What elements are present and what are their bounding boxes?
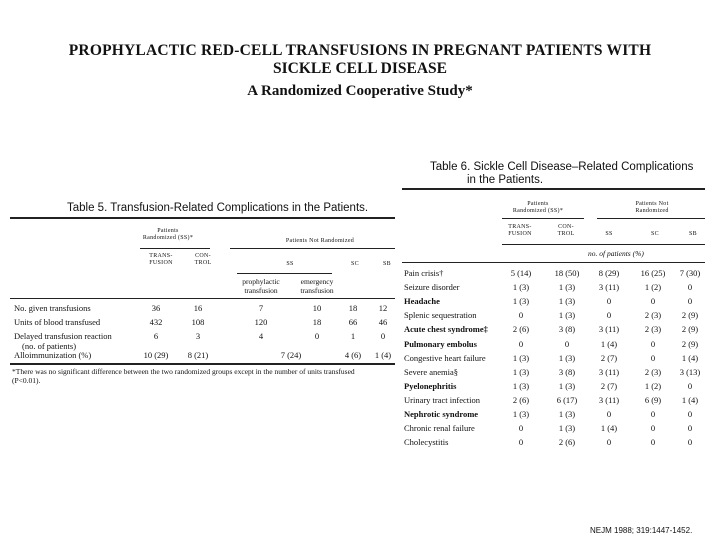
table6-cell: 18 (50)	[554, 268, 580, 278]
table6-row-label: Pulmonary embolus	[404, 338, 477, 349]
table5-allo-sb: 1 (4)	[374, 350, 392, 360]
table5-col-control-line1: CON-	[195, 253, 211, 259]
table6-row-label: Severe anemia§	[404, 366, 459, 377]
table5-col-sc: SC	[351, 261, 359, 267]
table6-cell: 1 (3)	[512, 296, 530, 307]
table5-randomized-rule	[140, 248, 210, 249]
table6-title	[430, 161, 693, 187]
table6-cell: 2 (6)	[512, 394, 530, 405]
table6-cell: 1 (3)	[512, 352, 530, 363]
table5-col-ss: SS	[286, 261, 294, 267]
table6-cell: 0	[687, 437, 693, 448]
table6-cell: 0	[606, 310, 612, 321]
table6-cell: 2 (7)	[600, 380, 618, 391]
table5-not-randomized-rule	[230, 248, 395, 249]
table6-cell: 2 (3)	[644, 324, 662, 335]
table6-cell: 3 (13)	[679, 366, 701, 377]
table5-sub-prophylactic	[236, 277, 286, 295]
table5-cell-trans: 432	[149, 317, 163, 327]
table5-sub-emergency	[292, 277, 342, 295]
table6-cell: 1 (3)	[512, 409, 530, 419]
table6-col-ss: SS	[605, 231, 613, 237]
table5-group-randomized-line2: Randomized (SS)*	[142, 235, 194, 241]
table6-cell: 1 (2)	[644, 282, 662, 293]
table6-cell: 1 (3)	[558, 423, 576, 434]
table6-cell: 0	[518, 423, 524, 434]
table6-cell: 0	[564, 338, 570, 349]
table5-header-rule	[10, 298, 395, 299]
table6-top-rule	[402, 188, 705, 190]
table6-cell: 1 (3)	[558, 296, 576, 307]
table5-allo-sc: 4 (6)	[344, 350, 362, 360]
table6-cell: 1 (4)	[681, 352, 699, 363]
table6-cell: 16 (25)	[640, 268, 666, 278]
table6-row-label: Chronic renal failure	[404, 423, 475, 434]
table6-cell: 0	[606, 437, 612, 448]
table6-col-sb: SB	[689, 231, 697, 237]
table6-col-control-line2: TROL	[557, 231, 575, 237]
table5-allo-control: 8 (21)	[187, 350, 209, 360]
table5-title: Table 5. Transfusion-Related Complications in the Patients.	[67, 202, 369, 214]
table5-ss-rule	[237, 273, 332, 274]
table5-allo-ss: 7 (24)	[280, 350, 302, 360]
table6-cell: 0	[518, 310, 524, 321]
table6-cell: 6 (17)	[556, 394, 578, 405]
table5-cell-sb: 12	[378, 303, 388, 313]
table5-cell-sc: 1	[350, 331, 356, 341]
table6-cell: 5 (14)	[510, 268, 532, 278]
table6-cell: 3 (8)	[558, 324, 576, 335]
table5-cell-trans: 6	[153, 331, 159, 341]
table6-title-line1: Table 6. Sickle Cell Disease–Related Complications	[430, 161, 694, 173]
table5-cell-control: 16	[193, 303, 203, 313]
table6-cell: 0	[650, 338, 656, 349]
article-subtitle: A Randomized Cooperative Study*	[247, 83, 473, 99]
table6-cell: 2 (6)	[558, 437, 576, 448]
table6-cell: 0	[687, 296, 693, 307]
table5-sub-emergency-line2: transfusion	[300, 286, 334, 295]
table5-cell-sb: 46	[378, 317, 388, 327]
table6-row-label: Pain crisis†	[404, 268, 444, 278]
table5-cell-emerg: 10	[312, 303, 322, 313]
table5-col-control-line2: TROL	[194, 260, 212, 266]
table5-cell-emerg: 0	[314, 331, 320, 341]
table5-group-randomized	[128, 228, 208, 242]
table6-cell: 3 (8)	[558, 366, 576, 377]
table6-cell: 2 (6)	[512, 324, 530, 335]
table5-sub-prophylactic-line1: prophylactic	[242, 277, 280, 286]
table6-group-randomized-line1: Patients	[527, 201, 549, 207]
table6-cell: 1 (3)	[558, 380, 576, 391]
table5-row-label: No. given transfusions	[14, 303, 91, 313]
table6-units-label: no. of patients (%)	[588, 249, 644, 258]
table5-sub-prophylactic-line2: transfusion	[244, 286, 278, 295]
table6-row-label: Seizure disorder	[404, 282, 460, 293]
table5-row-label-sub: (no. of patients)	[22, 341, 77, 351]
table6-group-randomized-line2: Randomized (SS)*	[512, 208, 564, 214]
table5-col-trans-line2: FUSION	[149, 260, 173, 266]
table6-cell: 0	[518, 437, 524, 448]
table6-col-sc: SC	[651, 231, 659, 237]
table6-cell: 0	[650, 437, 656, 448]
table6-cell: 0	[606, 409, 612, 419]
table6-cell: 1 (3)	[512, 282, 530, 293]
citation: NEJM 1988; 319:1447-1452.	[590, 526, 693, 535]
table6-cell: 0	[606, 296, 612, 307]
table6-row-label: Congestive heart failure	[404, 352, 486, 363]
table6-cell: 1 (3)	[512, 380, 530, 391]
table6-cell: 0	[650, 409, 656, 419]
table6-row-label: Nephrotic syndrome	[404, 409, 479, 419]
table5-footnote-line2: (P<0.01).	[12, 376, 41, 385]
table6-cell: 0	[650, 352, 656, 363]
table6-cell: 1 (3)	[558, 352, 576, 363]
article-title-line1: PROPHYLACTIC RED-CELL TRANSFUSIONS IN PREGNANT PATIENTS WITH	[68, 42, 652, 59]
table5-top-rule	[10, 217, 395, 219]
table6-cell: 2 (3)	[644, 310, 662, 321]
table5-cell-control: 108	[191, 317, 205, 327]
table6-cell: 0	[650, 423, 656, 434]
table5-cell-emerg: 18	[312, 317, 322, 327]
table5-cell-proph: 4	[258, 331, 264, 341]
table6-title-line2: in the Patients.	[467, 174, 544, 186]
table5-group-randomized-line1: Patients	[157, 228, 179, 234]
table6-cell: 1 (3)	[512, 366, 530, 377]
table5-cell-control: 3	[195, 331, 201, 341]
table6-cell: 7 (30)	[679, 268, 701, 278]
table6-cell: 0	[687, 423, 693, 434]
table5-row-label: Delayed transfusion reaction	[14, 331, 112, 341]
table5-cell-proph: 120	[254, 317, 268, 327]
table5-footnote-line1: *There was no significant difference between the two randomized groups except in the number of units transfused	[12, 367, 355, 376]
table6-row-label: Cholecystitis	[404, 437, 449, 448]
table5-col-sb: SB	[383, 261, 391, 267]
table6-cell: 2 (9)	[681, 310, 699, 321]
table6-cell: 2 (9)	[681, 338, 699, 349]
table6-not-randomized-rule	[597, 218, 705, 219]
table5-allo-label: Alloimmunization (%)	[14, 350, 92, 360]
table6-col-trans-line1: TRANS-	[508, 224, 532, 230]
table5-cell-sc: 66	[348, 317, 358, 327]
table5-cell-proph: 7	[258, 303, 264, 313]
article-title-line2: SICKLE CELL DISEASE	[272, 60, 448, 77]
table6-cell: 0	[687, 282, 693, 293]
table5-col-control	[185, 253, 221, 267]
table5-cell-trans: 36	[151, 303, 161, 313]
table6-cell: 2 (3)	[644, 366, 662, 377]
table6-cell: 1 (4)	[600, 338, 618, 349]
table5-sub-emergency-line1: emergency	[300, 277, 334, 286]
table6-cell: 3 (11)	[598, 394, 620, 405]
table6-cell: 1 (3)	[558, 409, 576, 419]
table6-cell: 1 (2)	[644, 380, 662, 391]
table6-row-label: Splenic sequestration	[404, 310, 477, 321]
table6-cell: 0	[518, 338, 524, 349]
table6-col-control-line1: CON-	[558, 224, 574, 230]
table6-cell: 1 (3)	[558, 310, 576, 321]
table6-cell: 8 (29)	[598, 268, 620, 278]
table6-group-randomized	[498, 201, 578, 215]
table5-group-not-randomized: Patients Not Randomized	[285, 238, 355, 244]
table6-cell: 0	[650, 296, 656, 307]
table6-cell: 3 (11)	[598, 282, 620, 293]
table6-randomized-rule	[502, 218, 584, 219]
table5-cell-sb: 0	[380, 331, 386, 341]
table6-cell: 3 (11)	[598, 366, 620, 377]
table6-col-control	[546, 224, 586, 238]
table6-units-rule	[402, 262, 705, 263]
table6-cell: 1 (4)	[600, 423, 618, 434]
table5-allo-trans: 10 (29)	[143, 350, 169, 360]
table6-cell: 1 (3)	[558, 282, 576, 293]
table6-cell: 0	[687, 409, 693, 419]
table6-group-not-randomized-line1: Patients Not	[635, 201, 669, 207]
table6-cell: 3 (11)	[598, 324, 620, 335]
table6-group-not-randomized	[612, 201, 692, 215]
table6-row-label: Acute chest syndrome‡	[404, 324, 488, 335]
table6-row-label: Headache	[404, 296, 440, 307]
table5-cell-sc: 18	[348, 303, 358, 313]
table5-col-trans	[143, 253, 179, 267]
table6-group-not-randomized-line2: Randomized	[635, 208, 669, 214]
table6-row-label: Urinary tract infection	[404, 394, 480, 405]
table5-row-label: Units of blood transfused	[14, 317, 101, 327]
table6-cell: 2 (9)	[681, 324, 699, 335]
table5-bottom-rule	[10, 363, 395, 365]
table6-col-trans-line2: FUSION	[508, 231, 532, 237]
table6-col-trans	[500, 224, 540, 238]
table6-header-rule	[502, 244, 705, 245]
table6-cell: 6 (9)	[644, 394, 662, 405]
table6-row-label: Pyelonephritis	[404, 380, 457, 391]
table5-col-trans-line1: TRANS-	[149, 253, 173, 259]
table6-cell: 1 (4)	[681, 394, 699, 405]
table6-cell: 0	[687, 380, 693, 391]
table5-footnote	[12, 367, 396, 385]
table6-cell: 2 (7)	[600, 352, 618, 363]
